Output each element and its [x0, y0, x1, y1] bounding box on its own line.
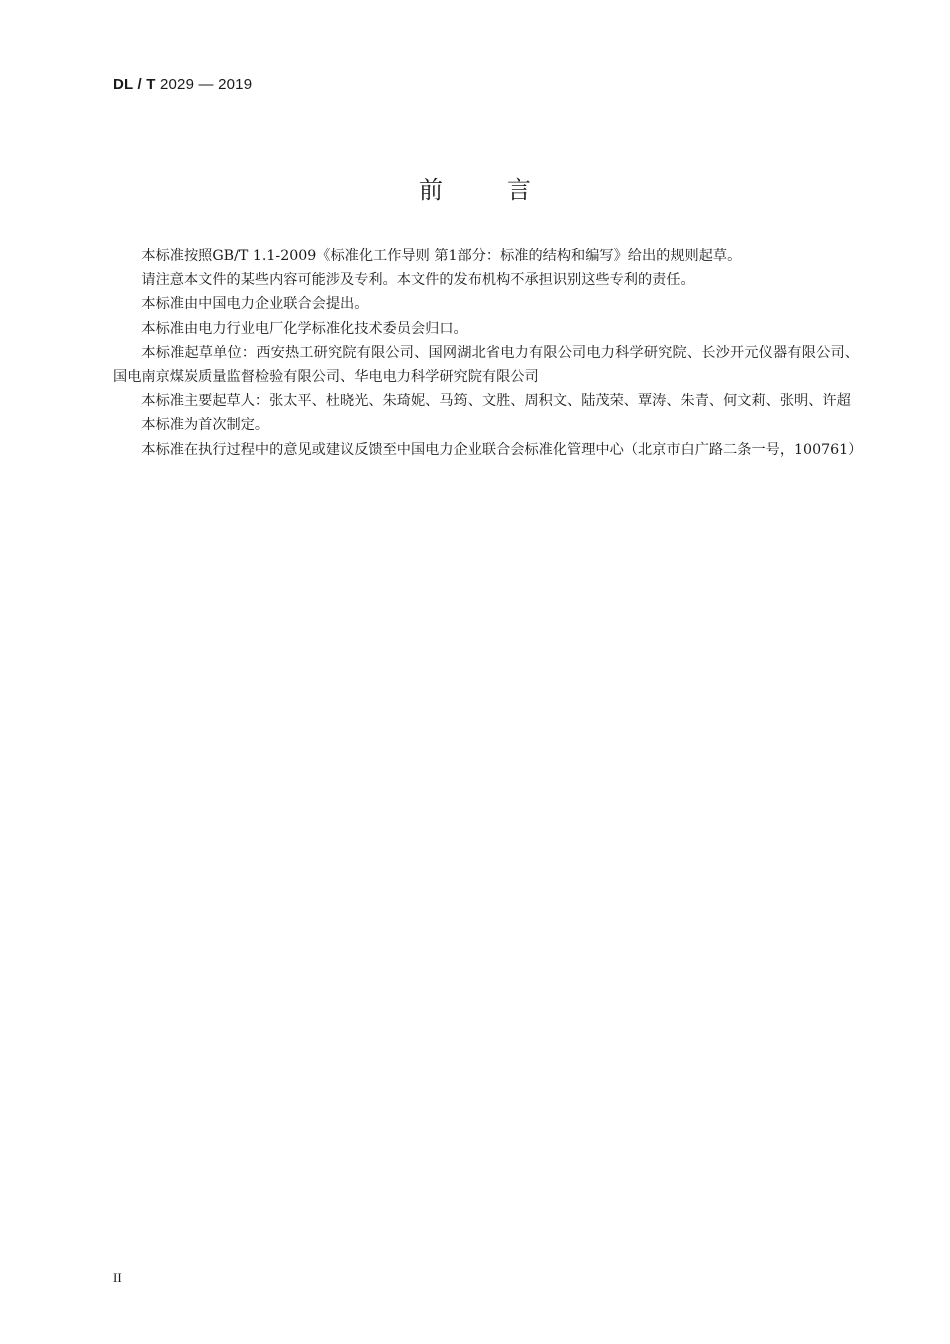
- paragraph-drafters: 本标准主要起草人：张太平、杜晓光、朱琦妮、马筠、文胜、周积文、陆茂荣、覃涛、朱青、何文莉、张明、许超: [141, 393, 851, 410]
- paragraph-first-edition: 本标准为首次制定。: [141, 417, 270, 434]
- foreword-body: [113, 244, 863, 462]
- standard-code-prefix: DL / T: [113, 76, 156, 93]
- paragraph-drafting-units: 本标准起草单位：西安热工研究院有限公司、国网湖北省电力有限公司电力科学研究院、长沙开元仪器有限公司、国电南京煤炭质量监督检验有限公司、华电电力科学研究院有限公司: [113, 344, 859, 386]
- standard-code-header: [113, 76, 252, 93]
- standard-code-number: 2029 — 2019: [159, 76, 253, 93]
- paragraph-proposer: 本标准由中国电力企业联合会提出。: [141, 296, 369, 313]
- paragraph-committee: 本标准由电力行业电厂化学标准化技术委员会归口。: [141, 320, 468, 337]
- paragraph-drafting-rules: 本标准按照GB/T 1.1-2009《标准化工作导则 第1部分：标准的结构和编写》给出的规则起草。: [141, 248, 742, 264]
- paragraph-patent-notice: 请注意本文件的某些内容可能涉及专利。本文件的发布机构不承担识别这些专利的责任。: [141, 272, 695, 289]
- page-number: II: [113, 1270, 122, 1285]
- paragraph-feedback: 本标准在执行过程中的意见或建议反馈至中国电力企业联合会标准化管理中心（北京市白广路二条一号，100761）: [141, 441, 863, 458]
- page-title: 前言: [419, 176, 595, 204]
